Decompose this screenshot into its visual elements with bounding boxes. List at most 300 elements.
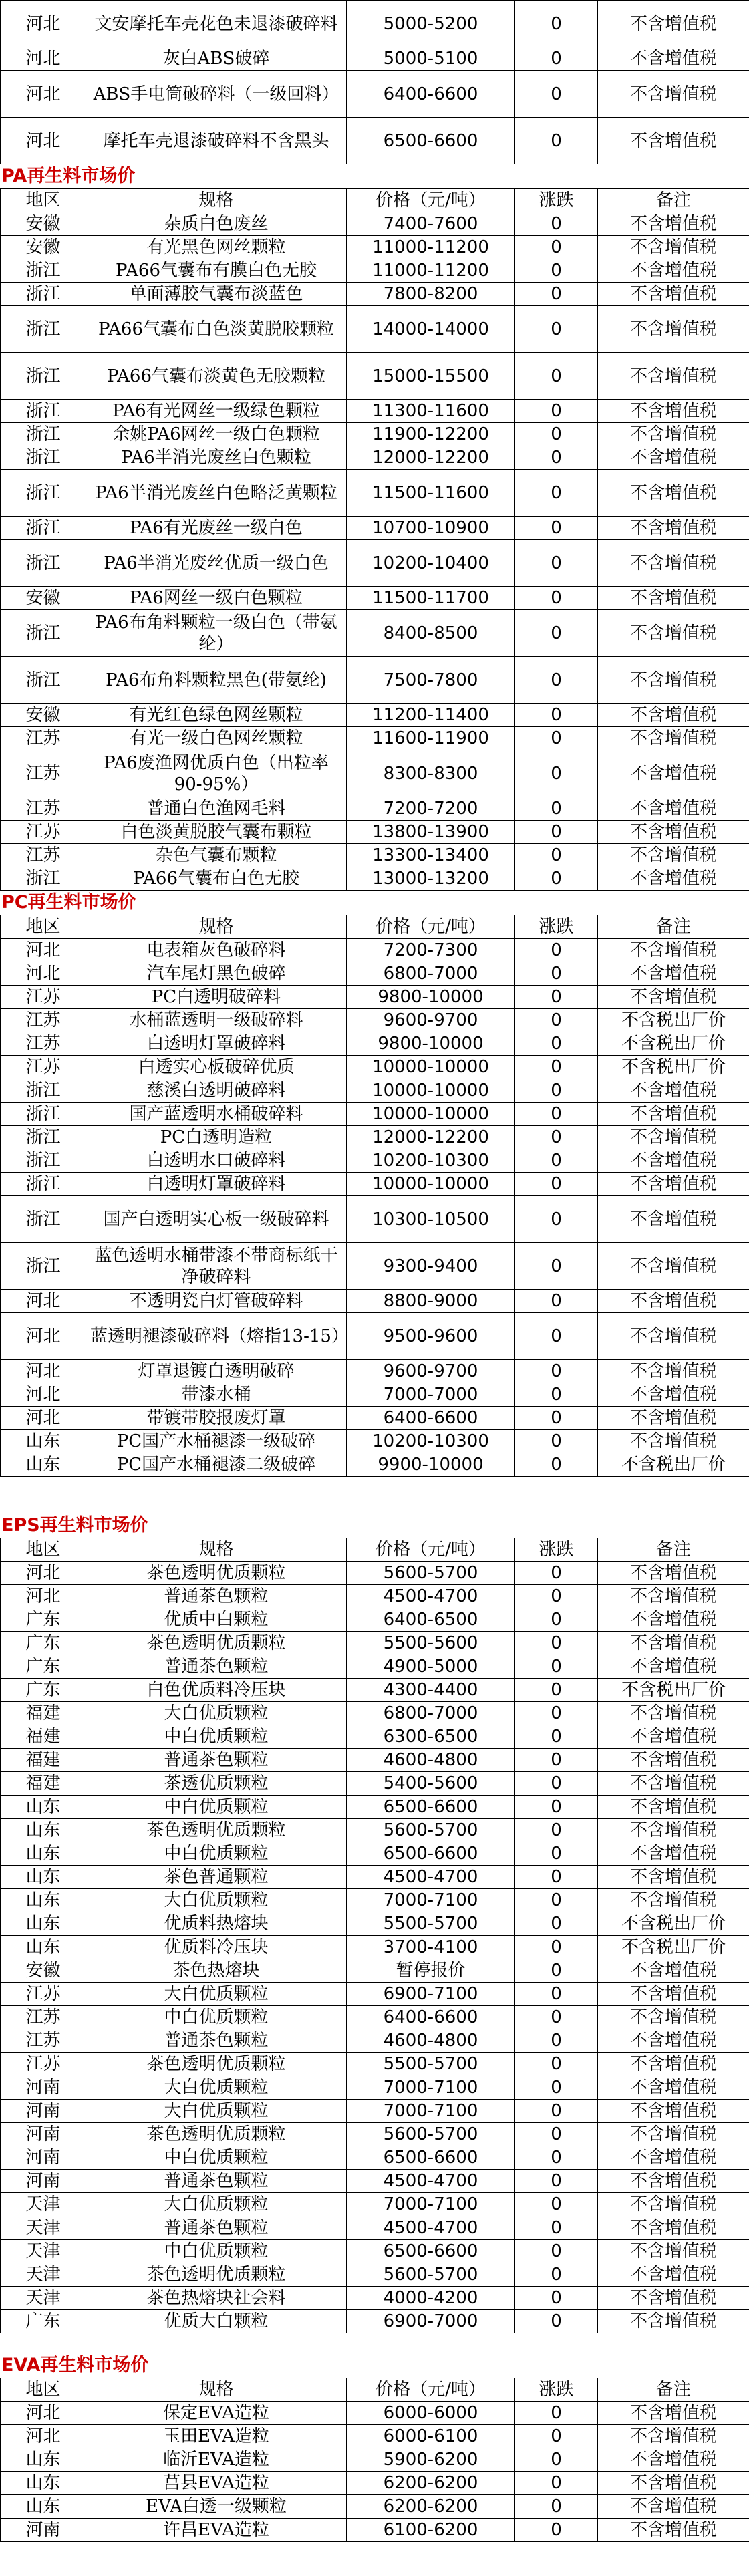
table-row	[1, 2076, 749, 2100]
table-row	[1, 1126, 749, 1149]
note-cell: 不含增值税	[598, 71, 749, 118]
region-cell: 安徽	[1, 212, 86, 236]
note-cell: 不含增值税	[598, 821, 749, 844]
change-cell: 0	[515, 844, 598, 867]
region-cell: 山东	[1, 1889, 86, 1912]
spec-cell: 玉田EVA造粒	[86, 2425, 347, 2448]
spec-cell: PA66气囊布淡黄色无胶颗粒	[86, 353, 347, 400]
table-row	[1, 71, 749, 118]
change-cell: 0	[515, 1772, 598, 1796]
note-cell: 不含增值税	[598, 657, 749, 704]
price-cell: 12000-12200	[347, 446, 515, 470]
spec-cell: 有光红色绿色网丝颗粒	[86, 704, 347, 727]
spec-cell: 蓝色透明水桶带漆不带商标纸干净破碎料	[86, 1243, 347, 1290]
region-cell: 河北	[1, 1562, 86, 1585]
spec-cell: 茶色普通颗粒	[86, 1866, 347, 1889]
table-row	[1, 2495, 749, 2519]
price-cell: 9800-10000	[347, 1032, 515, 1056]
price-cell: 6900-7000	[347, 2310, 515, 2333]
note-cell: 不含增值税	[598, 1702, 749, 1725]
region-cell: 天津	[1, 2240, 86, 2263]
spec-cell: PA66气囊布白色淡黄脱胶颗粒	[86, 306, 347, 353]
table-row	[1, 400, 749, 423]
table-row	[1, 1173, 749, 1196]
table-row	[1, 1383, 749, 1407]
note-cell: 不含增值税	[598, 750, 749, 797]
region-cell: 山东	[1, 2448, 86, 2472]
note-cell: 不含增值税	[598, 2519, 749, 2542]
change-cell: 0	[515, 1313, 598, 1360]
table-row	[1, 986, 749, 1009]
note-cell: 不含增值税	[598, 2146, 749, 2170]
price-cell: 4600-4800	[347, 1749, 515, 1772]
table-row	[1, 1103, 749, 1126]
price-cell: 10200-10400	[347, 540, 515, 587]
spec-cell: 灯罩退镀白透明破碎	[86, 1360, 347, 1383]
table-row	[1, 1149, 749, 1173]
region-cell: 浙江	[1, 259, 86, 283]
change-cell: 0	[515, 2146, 598, 2170]
note-cell: 不含增值税	[598, 1360, 749, 1383]
header-note: 备注	[598, 915, 749, 939]
table-row	[1, 962, 749, 986]
change-cell: 0	[515, 797, 598, 821]
region-cell: 浙江	[1, 423, 86, 446]
region-cell: 山东	[1, 1430, 86, 1453]
spec-cell: 茶色透明优质颗粒	[86, 1819, 347, 1842]
table-row	[1, 1360, 749, 1383]
table-header-row	[1, 2378, 749, 2402]
table-row	[1, 1009, 749, 1032]
price-cell: 10000-10000	[347, 1056, 515, 1079]
table-row	[1, 750, 749, 797]
region-cell: 河南	[1, 2076, 86, 2100]
table-row	[1, 939, 749, 962]
price-cell: 6500-6600	[347, 2240, 515, 2263]
spec-cell: PA66气囊布有膜白色无胶	[86, 259, 347, 283]
section-title: PA再生料市场价	[1, 166, 136, 186]
spec-cell: 优质中白颗粒	[86, 1608, 347, 1632]
price-cell: 7000-7100	[347, 2076, 515, 2100]
price-cell: 7500-7800	[347, 657, 515, 704]
top-table	[0, 0, 749, 164]
header-price: 价格（元/吨）	[347, 2378, 515, 2402]
price-table	[0, 1538, 749, 2333]
note-cell: 不含增值税	[598, 1, 749, 47]
note-cell: 不含税出厂价	[598, 1936, 749, 1959]
section-title: EPS再生料市场价	[1, 1515, 148, 1536]
note-cell: 不含增值税	[598, 1290, 749, 1313]
section-gap	[0, 2333, 749, 2353]
price-cell: 6400-6600	[347, 2006, 515, 2029]
note-cell: 不含增值税	[598, 2076, 749, 2100]
table-row	[1, 1796, 749, 1819]
region-cell: 山东	[1, 1936, 86, 1959]
table-row	[1, 704, 749, 727]
table-row	[1, 1056, 749, 1079]
region-cell: 河北	[1, 1383, 86, 1407]
spec-cell: PA6布角料颗粒一级白色（带氨纶）	[86, 610, 347, 657]
note-cell: 不含增值税	[598, 2310, 749, 2333]
header-region: 地区	[1, 915, 86, 939]
table-row	[1, 212, 749, 236]
change-cell: 0	[515, 1032, 598, 1056]
note-cell: 不含增值税	[598, 1126, 749, 1149]
change-cell: 0	[515, 1243, 598, 1290]
table-row	[1, 2193, 749, 2216]
note-cell: 不含税出厂价	[598, 1453, 749, 1477]
table-row	[1, 2402, 749, 2425]
region-cell: 福建	[1, 1772, 86, 1796]
table-row	[1, 587, 749, 610]
note-cell: 不含增值税	[598, 587, 749, 610]
region-cell: 浙江	[1, 540, 86, 587]
change-cell: 0	[515, 71, 598, 118]
change-cell: 0	[515, 1079, 598, 1103]
region-cell: 河北	[1, 1360, 86, 1383]
note-cell: 不含增值税	[598, 212, 749, 236]
table-row	[1, 1407, 749, 1430]
region-cell: 浙江	[1, 1149, 86, 1173]
change-cell: 0	[515, 821, 598, 844]
region-cell: 安徽	[1, 587, 86, 610]
change-cell: 0	[515, 750, 598, 797]
spec-cell: PA6废渔网优质白色（出粒率90-95%）	[86, 750, 347, 797]
table-row	[1, 1842, 749, 1866]
region-cell: 河北	[1, 1585, 86, 1608]
spec-cell: 中白优质颗粒	[86, 2146, 347, 2170]
spec-cell: 国产蓝透明水桶破碎料	[86, 1103, 347, 1126]
table-row	[1, 1608, 749, 1632]
note-cell: 不含增值税	[598, 1313, 749, 1360]
spec-cell: 莒县EVA造粒	[86, 2472, 347, 2495]
note-cell: 不含增值税	[598, 1866, 749, 1889]
spec-cell: 普通茶色颗粒	[86, 2029, 347, 2053]
change-cell: 0	[515, 1866, 598, 1889]
price-cell: 13300-13400	[347, 844, 515, 867]
region-cell: 安徽	[1, 236, 86, 259]
change-cell: 0	[515, 423, 598, 446]
spec-cell: 大白优质颗粒	[86, 2076, 347, 2100]
price-cell: 4500-4700	[347, 2216, 515, 2240]
spec-cell: 大白优质颗粒	[86, 1983, 347, 2006]
change-cell: 0	[515, 1749, 598, 1772]
table-row	[1, 1655, 749, 1679]
table-row	[1, 821, 749, 844]
spec-cell: 汽车尾灯黑色破碎	[86, 962, 347, 986]
header-spec: 规格	[86, 1538, 347, 1562]
note-cell: 不含增值税	[598, 2170, 749, 2193]
note-cell: 不含增值税	[598, 1407, 749, 1430]
spec-cell: 不透明瓷白灯管破碎料	[86, 1290, 347, 1313]
table-row	[1, 259, 749, 283]
change-cell: 0	[515, 1103, 598, 1126]
spec-cell: 茶透优质颗粒	[86, 1772, 347, 1796]
change-cell: 0	[515, 657, 598, 704]
region-cell: 江苏	[1, 2053, 86, 2076]
note-cell: 不含增值税	[598, 2006, 749, 2029]
price-cell: 11000-11200	[347, 259, 515, 283]
spec-cell: 水桶蓝透明一级破碎料	[86, 1009, 347, 1032]
table-row	[1, 1632, 749, 1655]
spec-cell: 普通茶色颗粒	[86, 1585, 347, 1608]
table-header-row	[1, 1538, 749, 1562]
spec-cell: PA6有光废丝一级白色	[86, 517, 347, 540]
table-row	[1, 797, 749, 821]
table-row	[1, 844, 749, 867]
note-cell: 不含增值税	[598, 47, 749, 71]
note-cell: 不含增值税	[598, 1632, 749, 1655]
region-cell: 天津	[1, 2263, 86, 2287]
price-cell: 8800-9000	[347, 1290, 515, 1313]
price-cell: 10200-10300	[347, 1430, 515, 1453]
note-cell: 不含增值税	[598, 1079, 749, 1103]
change-cell: 0	[515, 2472, 598, 2495]
region-cell: 山东	[1, 1819, 86, 1842]
region-cell: 安徽	[1, 704, 86, 727]
change-cell: 0	[515, 1702, 598, 1725]
table-row	[1, 657, 749, 704]
price-cell: 5600-5700	[347, 1819, 515, 1842]
region-cell: 广东	[1, 1679, 86, 1702]
table-row	[1, 1453, 749, 1477]
table-row	[1, 517, 749, 540]
change-cell: 0	[515, 939, 598, 962]
price-cell: 7400-7600	[347, 212, 515, 236]
spec-cell: 普通茶色颗粒	[86, 1749, 347, 1772]
note-cell: 不含增值税	[598, 962, 749, 986]
spec-cell: ABS手电筒破碎料（一级回料）	[86, 71, 347, 118]
change-cell: 0	[515, 2263, 598, 2287]
change-cell: 0	[515, 2287, 598, 2310]
change-cell: 0	[515, 1632, 598, 1655]
note-cell: 不含增值税	[598, 2053, 749, 2076]
change-cell: 0	[515, 1725, 598, 1749]
note-cell: 不含增值税	[598, 446, 749, 470]
region-cell: 河北	[1, 2402, 86, 2425]
note-cell: 不含税出厂价	[598, 1009, 749, 1032]
region-cell: 浙江	[1, 517, 86, 540]
spec-cell: PA6有光网丝一级绿色颗粒	[86, 400, 347, 423]
note-cell: 不含增值税	[598, 470, 749, 517]
note-cell: 不含增值税	[598, 986, 749, 1009]
note-cell: 不含增值税	[598, 517, 749, 540]
price-cell: 10000-10000	[347, 1079, 515, 1103]
change-cell: 0	[515, 517, 598, 540]
change-cell: 0	[515, 400, 598, 423]
region-cell: 浙江	[1, 353, 86, 400]
region-cell: 浙江	[1, 1103, 86, 1126]
note-cell: 不含增值税	[598, 2263, 749, 2287]
region-cell: 河北	[1, 47, 86, 71]
region-cell: 浙江	[1, 1126, 86, 1149]
change-cell: 0	[515, 2123, 598, 2146]
table-row	[1, 2448, 749, 2472]
spec-cell: 中白优质颗粒	[86, 1796, 347, 1819]
region-cell: 江苏	[1, 2029, 86, 2053]
section-title: PC再生料市场价	[1, 892, 136, 913]
change-cell: 0	[515, 2240, 598, 2263]
change-cell: 0	[515, 1936, 598, 1959]
table-row	[1, 353, 749, 400]
region-cell: 河南	[1, 2519, 86, 2542]
region-cell: 福建	[1, 1702, 86, 1725]
change-cell: 0	[515, 47, 598, 71]
spec-cell: 带镀带胶报废灯罩	[86, 1407, 347, 1430]
table-row	[1, 1, 749, 47]
price-cell: 4500-4700	[347, 1585, 515, 1608]
price-cell: 7000-7100	[347, 2193, 515, 2216]
table-row	[1, 1243, 749, 1290]
spec-cell: PA6半消光废丝白色略泛黄颗粒	[86, 470, 347, 517]
note-cell: 不含增值税	[598, 1796, 749, 1819]
change-cell: 0	[515, 986, 598, 1009]
price-cell: 10700-10900	[347, 517, 515, 540]
change-cell: 0	[515, 2310, 598, 2333]
price-cell: 6200-6200	[347, 2472, 515, 2495]
change-cell: 0	[515, 1430, 598, 1453]
spec-cell: 灰白ABS破碎	[86, 47, 347, 71]
price-cell: 10000-10000	[347, 1103, 515, 1126]
spec-cell: 茶色透明优质颗粒	[86, 1632, 347, 1655]
table-row	[1, 2287, 749, 2310]
table-row	[1, 1912, 749, 1936]
table-row	[1, 1983, 749, 2006]
table-row	[1, 2519, 749, 2542]
note-cell: 不含增值税	[598, 259, 749, 283]
change-cell: 0	[515, 540, 598, 587]
spec-cell: 蓝透明褪漆破碎料（熔指13-15）	[86, 1313, 347, 1360]
header-spec: 规格	[86, 189, 347, 212]
table-row	[1, 1749, 749, 1772]
price-cell: 6200-6200	[347, 2495, 515, 2519]
header-change: 涨跌	[515, 915, 598, 939]
region-cell: 河北	[1, 71, 86, 118]
spec-cell: 文安摩托车壳花色未退漆破碎料	[86, 1, 347, 47]
price-cell: 5900-6200	[347, 2448, 515, 2472]
region-cell: 浙江	[1, 1173, 86, 1196]
change-cell: 0	[515, 962, 598, 986]
table-row	[1, 2146, 749, 2170]
price-cell: 4300-4400	[347, 1679, 515, 1702]
table-row	[1, 1889, 749, 1912]
change-cell: 0	[515, 2170, 598, 2193]
header-change: 涨跌	[515, 2378, 598, 2402]
spec-cell: 白透明灯罩破碎料	[86, 1173, 347, 1196]
note-cell: 不含增值税	[598, 2495, 749, 2519]
region-cell: 河南	[1, 2123, 86, 2146]
price-cell: 13000-13200	[347, 867, 515, 891]
spec-cell: 茶色透明优质颗粒	[86, 1562, 347, 1585]
price-cell: 4000-4200	[347, 2287, 515, 2310]
price-cell: 6500-6600	[347, 1796, 515, 1819]
change-cell: 0	[515, 118, 598, 164]
spec-cell: 有光一级白色网丝颗粒	[86, 727, 347, 750]
change-cell: 0	[515, 867, 598, 891]
note-cell: 不含增值税	[598, 353, 749, 400]
spec-cell: 优质料冷压块	[86, 1936, 347, 1959]
price-cell: 7800-8200	[347, 283, 515, 306]
change-cell: 0	[515, 1407, 598, 1430]
note-cell: 不含增值税	[598, 1383, 749, 1407]
table-row	[1, 2263, 749, 2287]
spec-cell: PA6布角料颗粒黑色(带氨纶)	[86, 657, 347, 704]
table-row	[1, 446, 749, 470]
table-row	[1, 2123, 749, 2146]
spec-cell: EVA白透一级颗粒	[86, 2495, 347, 2519]
table-row	[1, 2100, 749, 2123]
note-cell: 不含增值税	[598, 1772, 749, 1796]
spec-cell: PA6网丝一级白色颗粒	[86, 587, 347, 610]
change-cell: 0	[515, 2053, 598, 2076]
change-cell: 0	[515, 236, 598, 259]
spec-cell: 摩托车壳退漆破碎料不含黑头	[86, 118, 347, 164]
table-row	[1, 1679, 749, 1702]
spec-cell: PC白透明造粒	[86, 1126, 347, 1149]
spec-cell: 茶色透明优质颗粒	[86, 2053, 347, 2076]
note-cell: 不含增值税	[598, 1585, 749, 1608]
change-cell: 0	[515, 1290, 598, 1313]
note-cell: 不含增值税	[598, 423, 749, 446]
table-row	[1, 47, 749, 71]
spec-cell: 茶色热熔块	[86, 1959, 347, 1983]
note-cell: 不含增值税	[598, 610, 749, 657]
change-cell: 0	[515, 2076, 598, 2100]
region-cell: 广东	[1, 1608, 86, 1632]
region-cell: 江苏	[1, 844, 86, 867]
note-cell: 不含税出厂价	[598, 1056, 749, 1079]
region-cell: 山东	[1, 2495, 86, 2519]
note-cell: 不含增值税	[598, 727, 749, 750]
price-cell: 11600-11900	[347, 727, 515, 750]
note-cell: 不含增值税	[598, 2425, 749, 2448]
price-cell: 3700-4100	[347, 1936, 515, 1959]
region-cell: 江苏	[1, 1983, 86, 2006]
table-row	[1, 2170, 749, 2193]
price-table	[0, 915, 749, 1477]
note-cell: 不含增值税	[598, 1149, 749, 1173]
price-cell: 11500-11700	[347, 587, 515, 610]
price-cell: 6500-6600	[347, 2146, 515, 2170]
note-cell: 不含增值税	[598, 2448, 749, 2472]
region-cell: 江苏	[1, 797, 86, 821]
change-cell: 0	[515, 2029, 598, 2053]
table-row	[1, 470, 749, 517]
region-cell: 河南	[1, 2100, 86, 2123]
region-cell: 浙江	[1, 1079, 86, 1103]
table-row	[1, 1702, 749, 1725]
price-cell: 10000-10000	[347, 1173, 515, 1196]
note-cell: 不含增值税	[598, 1819, 749, 1842]
note-cell: 不含增值税	[598, 2472, 749, 2495]
price-cell: 4500-4700	[347, 1866, 515, 1889]
change-cell: 0	[515, 2193, 598, 2216]
price-cell: 10300-10500	[347, 1196, 515, 1243]
price-cell: 5600-5700	[347, 2263, 515, 2287]
change-cell: 0	[515, 1842, 598, 1866]
price-cell: 6800-7000	[347, 1702, 515, 1725]
region-cell: 江苏	[1, 1032, 86, 1056]
table-header-row	[1, 189, 749, 212]
change-cell: 0	[515, 2425, 598, 2448]
price-cell: 13800-13900	[347, 821, 515, 844]
table-row	[1, 2425, 749, 2448]
region-cell: 天津	[1, 2287, 86, 2310]
spec-cell: 电表箱灰色破碎料	[86, 939, 347, 962]
price-cell: 15000-15500	[347, 353, 515, 400]
table-row	[1, 1772, 749, 1796]
price-cell: 7200-7300	[347, 939, 515, 962]
